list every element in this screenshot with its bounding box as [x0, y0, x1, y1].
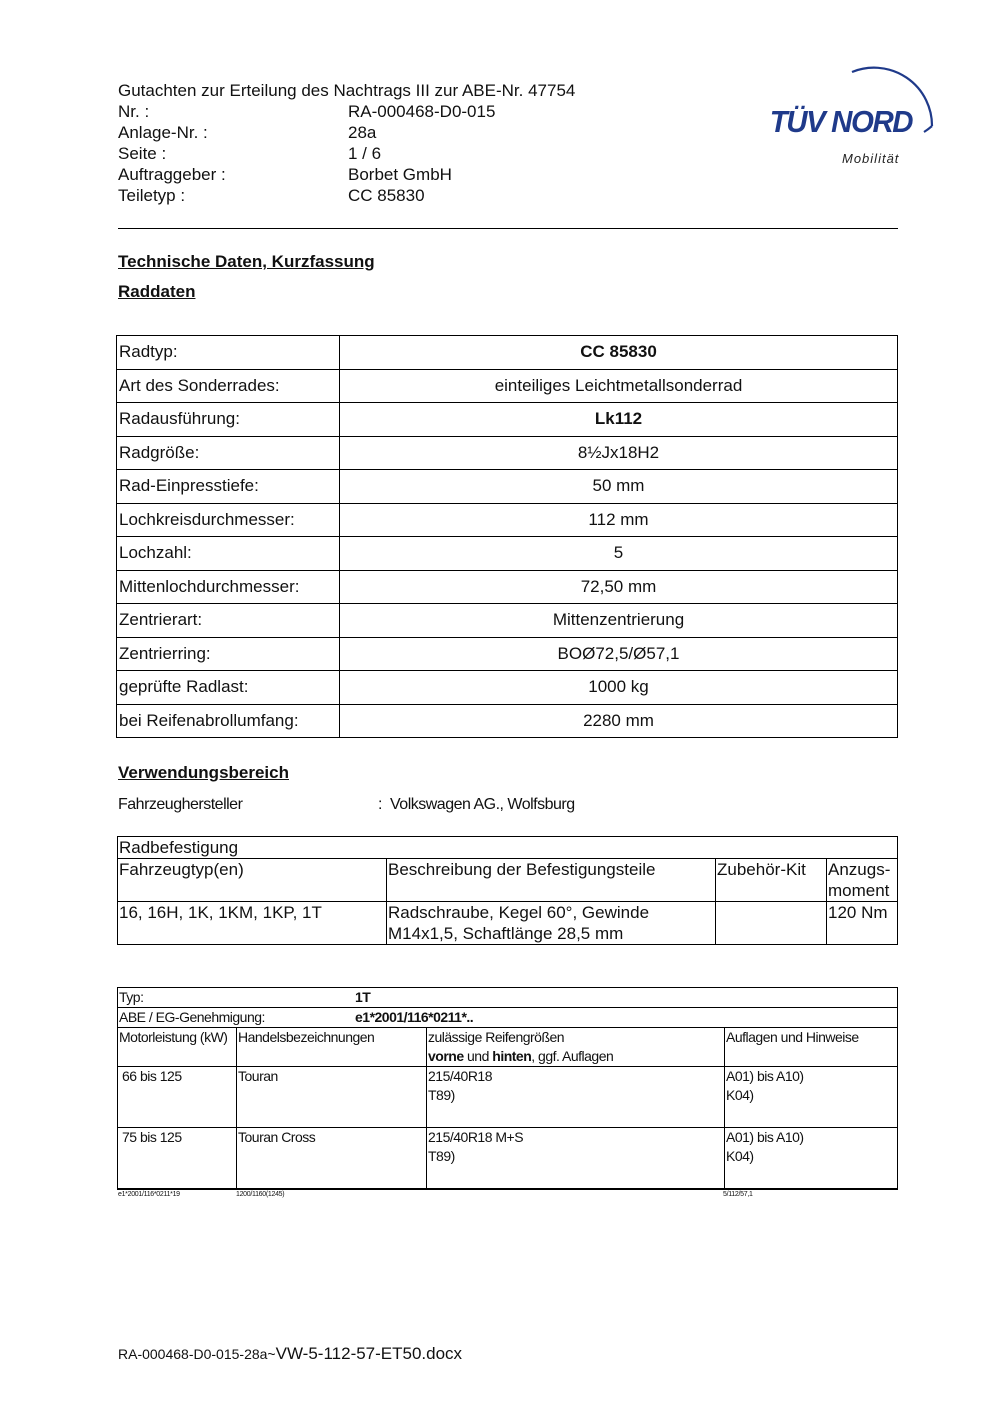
row-value: einteiliges Leichtmetallsonderrad — [340, 369, 898, 403]
table-header-row — [118, 1028, 898, 1067]
table-row — [118, 1128, 898, 1190]
col-header: Beschreibung der Befestigungsteile — [387, 859, 716, 902]
row-value: 1000 kg — [340, 671, 898, 705]
cell-desc: Radschraube, Kegel 60°, Gewinde M14x1,5, Schaftlänge 28,5 mm — [387, 902, 716, 945]
cell-types: 16, 16H, 1K, 1KM, 1KP, 1T — [118, 902, 387, 945]
table-row — [117, 604, 898, 638]
logo-brand: TÜV NORD — [769, 104, 913, 139]
radbefestigung-table — [117, 836, 898, 945]
row-value: 8½Jx18H2 — [340, 436, 898, 470]
table-row — [117, 403, 898, 437]
raddaten-table — [116, 335, 898, 738]
cell-name: Touran — [237, 1067, 427, 1128]
cell-tire: 215/40R18 M+S — [428, 1129, 524, 1145]
table-row — [117, 537, 898, 571]
header-divider — [118, 228, 898, 229]
small-note-b: 1200/1160(1245) — [236, 1191, 285, 1198]
footer-name: VW-5-112-57-ET50.docx — [275, 1344, 463, 1363]
cell-tire2: T89) — [428, 1087, 455, 1103]
reifen-vorne: vorne — [428, 1048, 464, 1064]
row-label: Radgröße: — [117, 436, 340, 470]
table-row — [117, 570, 898, 604]
abe-value: e1*2001/116*0211*.. — [355, 1009, 474, 1025]
table-row — [117, 470, 898, 504]
header-value: 1 / 6 — [348, 144, 382, 163]
footer-filename — [118, 1344, 462, 1364]
row-value: BOØ72,5/Ø57,1 — [340, 637, 898, 671]
col-header: Anzugs-moment — [827, 859, 898, 902]
typ-value: 1T — [355, 989, 371, 1005]
row-label: Lochzahl: — [117, 537, 340, 571]
header-value: CC 85830 — [348, 186, 425, 205]
table-row — [117, 637, 898, 671]
col-header: Motorleistung (kW) — [118, 1028, 237, 1067]
hersteller-value: Volkswagen AG., Wolfsburg — [390, 796, 575, 813]
radbefestigung-title: Radbefestigung — [118, 837, 898, 859]
row-value: 2280 mm — [340, 704, 898, 738]
table-header-row — [118, 859, 898, 902]
cell-name: Touran Cross — [237, 1128, 427, 1190]
reifen-header: zulässige Reifengrößen — [428, 1029, 565, 1045]
table-row — [117, 671, 898, 705]
row-label: Zentrierart: — [117, 604, 340, 638]
reifen-und: und — [467, 1048, 489, 1064]
row-value: 50 mm — [340, 470, 898, 504]
table-row — [117, 704, 898, 738]
fahrzeughersteller-line — [118, 796, 575, 814]
row-label: Radausführung: — [117, 403, 340, 437]
row-value: Lk112 — [340, 403, 898, 437]
typ-table — [117, 987, 898, 1190]
header-label: Teiletyp : — [118, 186, 186, 205]
table-row — [117, 436, 898, 470]
abe-label: ABE / EG-Genehmigung: — [119, 1009, 265, 1025]
section-verwendung: Verwendungsbereich — [118, 763, 289, 782]
cell-auf2: K04) — [726, 1087, 754, 1103]
header-label: Seite : — [118, 144, 167, 163]
row-label: Radtyp: — [117, 336, 340, 370]
row-label: bei Reifenabrollumfang: — [117, 704, 340, 738]
section-raddaten: Raddaten — [118, 282, 196, 301]
table-row — [117, 369, 898, 403]
small-note-c: 5/112/57,1 — [723, 1191, 753, 1198]
header-label: Auftraggeber : — [118, 165, 226, 184]
typ-label: Typ: — [119, 989, 144, 1005]
row-label: geprüfte Radlast: — [117, 671, 340, 705]
col-header-reifen — [427, 1028, 725, 1067]
col-header: Zubehör-Kit — [716, 859, 827, 902]
header-label: Nr. : — [118, 102, 150, 121]
cell-tire2: T89) — [428, 1148, 455, 1164]
cell-auf: A01) bis A10) — [726, 1129, 804, 1145]
table-row — [118, 1067, 898, 1128]
tuv-nord-logo — [760, 56, 940, 176]
row-label: Lochkreisdurchmesser: — [117, 503, 340, 537]
cell-kit — [716, 902, 827, 945]
small-notes — [118, 1191, 753, 1198]
row-value: CC 85830 — [340, 336, 898, 370]
row-label: Mittenlochdurchmesser: — [117, 570, 340, 604]
cell-tire: 215/40R18 — [428, 1068, 493, 1084]
row-label: Art des Sonderrades: — [117, 369, 340, 403]
cell-auf2: K04) — [726, 1148, 754, 1164]
document-title: Gutachten zur Erteilung des Nachtrags III zur ABE-Nr. 47754 — [118, 81, 576, 100]
row-value: 112 mm — [340, 503, 898, 537]
table-row — [117, 336, 898, 370]
cell-moment: 120 Nm — [827, 902, 898, 945]
row-value: 5 — [340, 537, 898, 571]
table-row — [118, 902, 898, 945]
header-label: Anlage-Nr. : — [118, 123, 208, 142]
footer-prefix: RA-000468-D0-015-28a~ — [118, 1346, 276, 1362]
hersteller-sep: : — [378, 796, 382, 813]
cell-kw: 66 bis 125 — [118, 1067, 237, 1128]
cell-kw: 75 bis 125 — [118, 1128, 237, 1190]
table-row — [117, 503, 898, 537]
header-value: 28a — [348, 123, 377, 142]
col-header: Auflagen und Hinweise — [725, 1028, 898, 1067]
row-label: Zentrierring: — [117, 637, 340, 671]
header-value: Borbet GmbH — [348, 165, 452, 184]
reifen-hinten: hinten — [492, 1048, 532, 1064]
col-header: Fahrzeugtyp(en) — [118, 859, 387, 902]
section-tech: Technische Daten, Kurzfassung — [118, 252, 375, 271]
small-note-a: e1*2001/116*0211*19 — [118, 1191, 180, 1198]
col-header: Handelsbezeichnungen — [237, 1028, 427, 1067]
cell-auf: A01) bis A10) — [726, 1068, 804, 1084]
row-value: 72,50 mm — [340, 570, 898, 604]
header-value: RA-000468-D0-015 — [348, 102, 496, 121]
logo-subtitle: Mobilität — [842, 151, 900, 166]
row-label: Rad-Einpresstiefe: — [117, 470, 340, 504]
row-value: Mittenzentrierung — [340, 604, 898, 638]
hersteller-label: Fahrzeughersteller — [118, 796, 243, 813]
reifen-rest: , ggf. Auflagen — [531, 1048, 614, 1064]
document-header — [118, 80, 575, 206]
